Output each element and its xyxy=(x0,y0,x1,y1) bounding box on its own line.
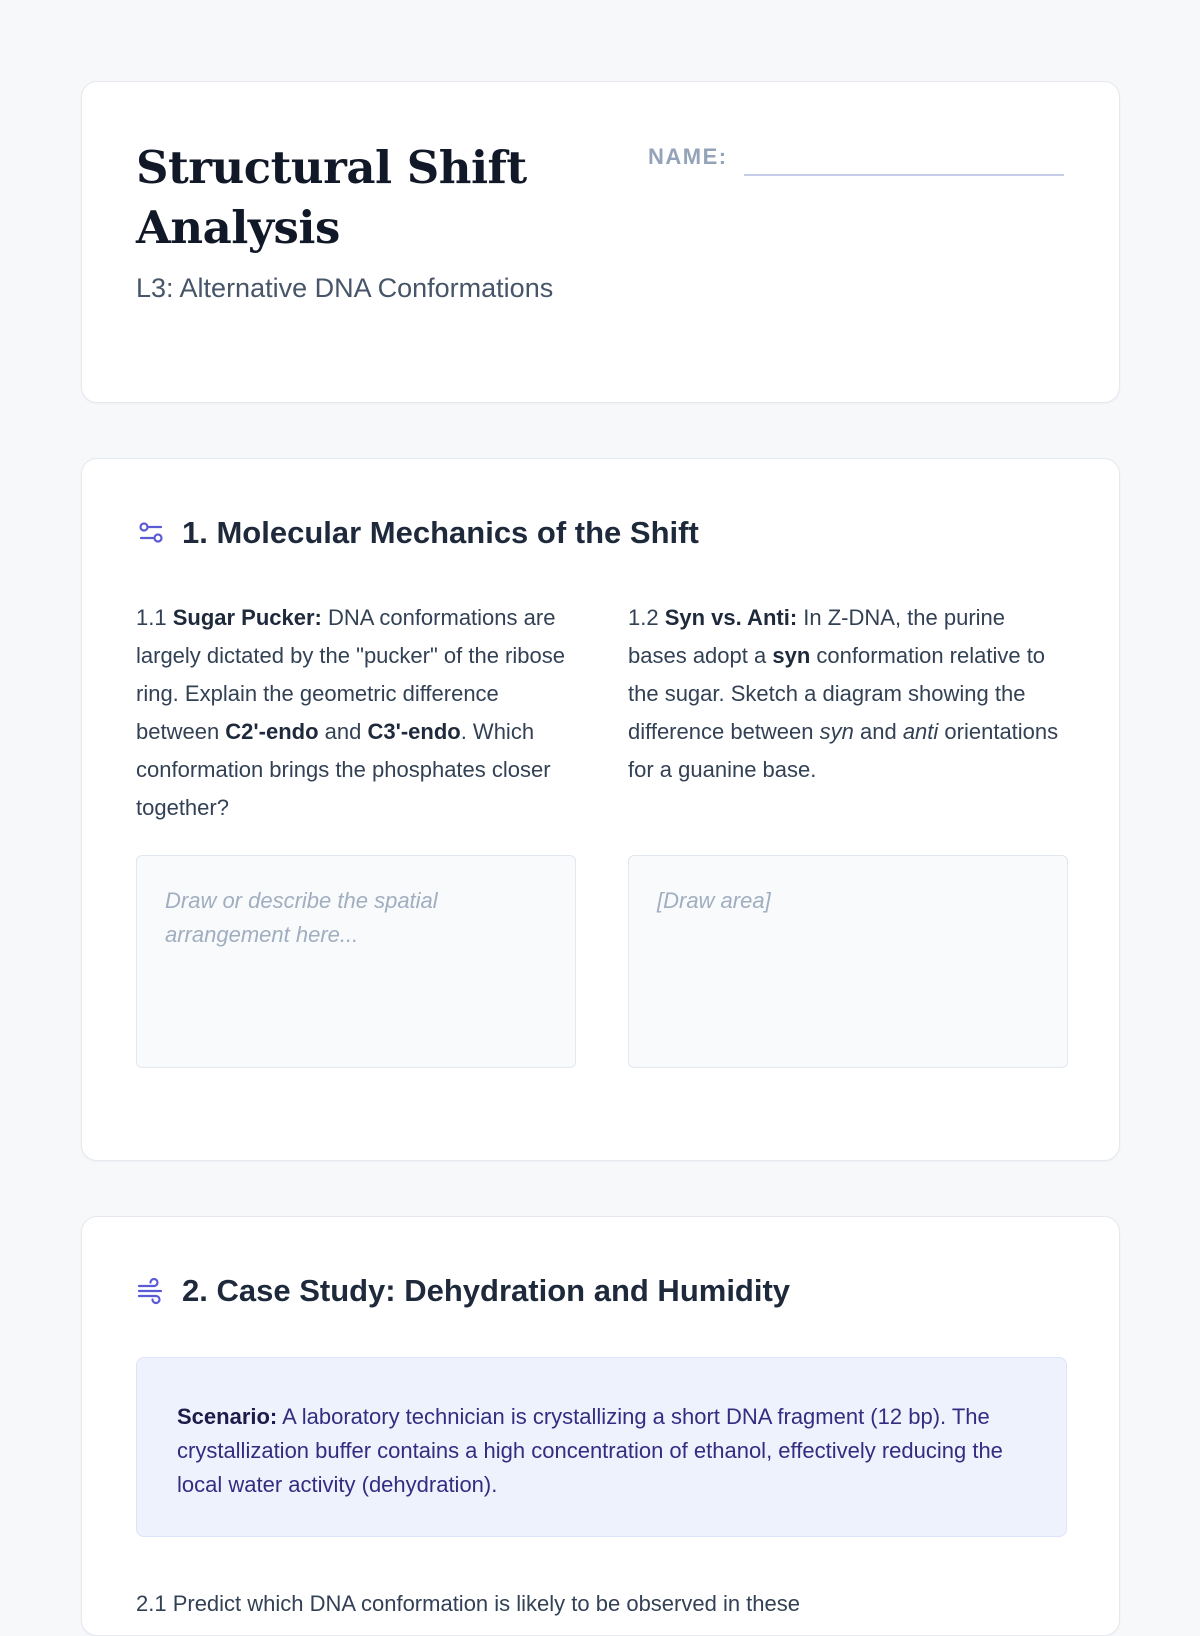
name-input-line[interactable] xyxy=(744,148,1064,176)
question-text: conformation relative to the sugar. Sketch a diagram showing the difference between xyxy=(628,643,1046,744)
question-text: . Which conformation brings the phosphates closer together? xyxy=(136,719,551,820)
term-c3-endo: C3'-endo xyxy=(367,719,461,744)
question-text: In Z-DNA, the purine bases adopt a xyxy=(628,605,1006,668)
wind-icon xyxy=(136,1276,166,1306)
question-1-1-text xyxy=(136,599,576,827)
name-field-row xyxy=(648,140,1064,176)
section-molecular-mechanics xyxy=(81,458,1120,1161)
page-subtitle: L3: Alternative DNA Conformations xyxy=(136,273,554,303)
question-2-1-text: 2.1 Predict which DNA conformation is likely to be observed in these xyxy=(136,1591,800,1616)
answer-box-1-1[interactable]: Draw or describe the spatial arrangement here... xyxy=(136,855,576,1068)
header-card xyxy=(81,81,1120,403)
question-1-1 xyxy=(136,599,576,827)
section-heading xyxy=(136,515,699,551)
term-c2-endo: C2'-endo xyxy=(225,719,319,744)
sliders-icon xyxy=(136,518,166,548)
question-1-2 xyxy=(628,599,1068,789)
scenario-callout xyxy=(136,1357,1067,1537)
scenario-label: Scenario: xyxy=(177,1404,278,1429)
section-heading xyxy=(136,1273,790,1309)
question-text: and xyxy=(853,719,903,744)
question-text: orientations for a guanine base. xyxy=(628,719,1059,782)
question-1-2-text xyxy=(628,599,1068,789)
question-topic: Sugar Pucker: xyxy=(172,605,322,630)
page-title: Structural Shift Analysis xyxy=(136,141,527,254)
name-label: NAME: xyxy=(648,144,728,169)
question-number: 1.1 xyxy=(136,605,167,630)
question-text: and xyxy=(318,719,368,744)
term-anti-italic: anti xyxy=(902,719,939,744)
question-topic: Syn vs. Anti: xyxy=(664,605,798,630)
draw-area-1-2[interactable]: [Draw area] xyxy=(628,855,1068,1068)
section-title: 2. Case Study: Dehydration and Humidity xyxy=(182,1273,791,1308)
term-syn-italic: syn xyxy=(819,719,854,744)
term-syn: syn xyxy=(772,643,811,668)
section-case-study xyxy=(81,1216,1120,1636)
question-text: DNA conformations are largely dictated by the "pucker" of the ribose ring. Explain the geometric difference between xyxy=(136,605,565,744)
section-title: 1. Molecular Mechanics of the Shift xyxy=(182,515,699,550)
question-number: 1.2 xyxy=(628,605,659,630)
scenario-text: A laboratory technician is crystallizing a short DNA fragment (12 bp). The crystallization buffer contains a high concentration of ethanol, effectively reducing the local water activity (dehydration). xyxy=(177,1404,1003,1497)
